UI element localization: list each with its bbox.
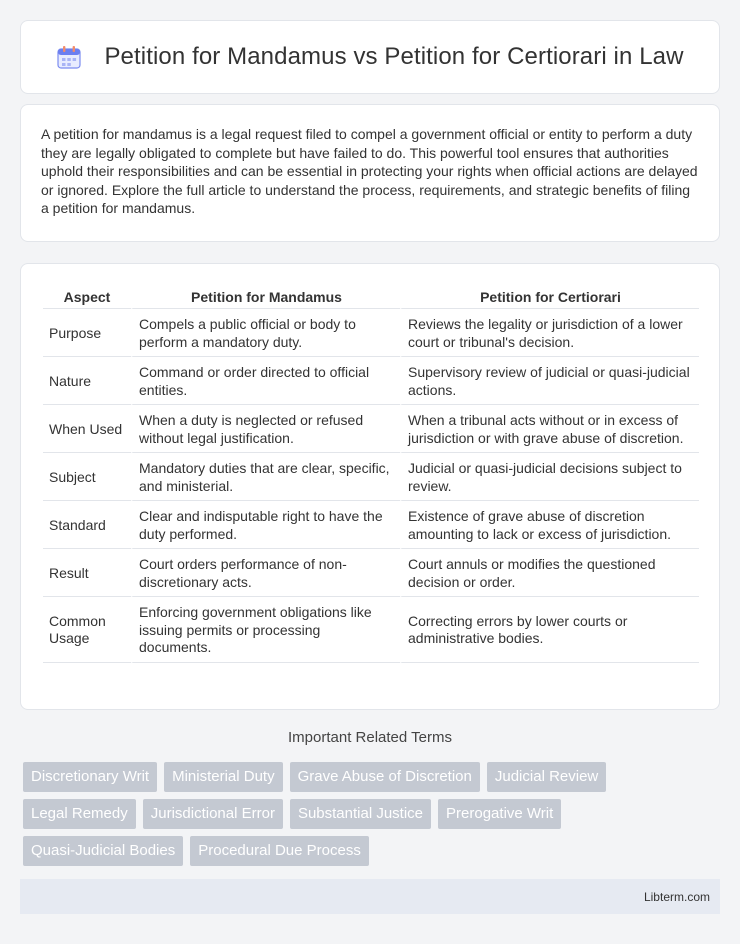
related-term-tag[interactable]: Jurisdictional Error	[143, 799, 283, 829]
row-aspect: Standard	[43, 501, 131, 549]
table-row	[43, 597, 699, 663]
page-title: Petition for Mandamus vs Petition for Certiorari in Law	[104, 43, 684, 70]
header-aspect: Aspect	[43, 284, 131, 309]
comparison-table-card	[20, 263, 720, 710]
header-mandamus: Petition for Mandamus	[131, 284, 400, 309]
related-term-tag[interactable]: Prerogative Writ	[438, 799, 561, 829]
related-term-tag[interactable]: Procedural Due Process	[190, 836, 369, 866]
related-terms-title: Important Related Terms	[288, 729, 452, 746]
row-mandamus: Clear and indisputable right to have the duty performed.	[131, 501, 400, 549]
table-row	[43, 501, 699, 549]
related-term-tag[interactable]: Discretionary Writ	[23, 762, 157, 792]
row-aspect: Subject	[43, 453, 131, 501]
intro-card	[20, 104, 720, 242]
row-mandamus: Compels a public official or body to perform a mandatory duty.	[131, 309, 400, 357]
row-aspect: Purpose	[43, 309, 131, 357]
row-mandamus: Enforcing government obligations like issuing permits or processing documents.	[131, 597, 400, 663]
row-aspect: When Used	[43, 405, 131, 453]
row-certiorari: Existence of grave abuse of discretion amounting to lack or excess of jurisdiction.	[400, 501, 699, 549]
row-certiorari: Court annuls or modifies the questioned decision or order.	[400, 549, 699, 597]
row-certiorari: Judicial or quasi-judicial decisions subject to review.	[400, 453, 699, 501]
table-row	[43, 357, 699, 405]
table-row	[43, 453, 699, 501]
row-certiorari: When a tribunal acts without or in excess of jurisdiction or with grave abuse of discretion.	[400, 405, 699, 453]
row-aspect: Common Usage	[43, 597, 131, 663]
related-term-tag[interactable]: Quasi-Judicial Bodies	[23, 836, 183, 866]
row-mandamus: Court orders performance of non-discretionary acts.	[131, 549, 400, 597]
row-certiorari: Reviews the legality or jurisdiction of a lower court or tribunal's decision.	[400, 309, 699, 357]
footer-site-link[interactable]: Libterm.com	[643, 889, 710, 904]
row-certiorari: Correcting errors by lower courts or administrative bodies.	[400, 597, 699, 663]
header-certiorari: Petition for Certiorari	[400, 284, 699, 309]
row-aspect: Result	[43, 549, 131, 597]
table-header-row	[43, 284, 699, 309]
row-aspect: Nature	[43, 357, 131, 405]
footer	[20, 879, 720, 914]
related-term-tag[interactable]: Substantial Justice	[290, 799, 431, 829]
table-row	[43, 309, 699, 357]
row-mandamus: When a duty is neglected or refused without legal justification.	[131, 405, 400, 453]
row-mandamus: Command or order directed to official entities.	[131, 357, 400, 405]
header-card	[20, 20, 720, 94]
related-term-tag[interactable]: Ministerial Duty	[164, 762, 283, 792]
row-certiorari: Supervisory review of judicial or quasi-judicial actions.	[400, 357, 699, 405]
related-terms-list	[23, 762, 723, 873]
row-mandamus: Mandatory duties that are clear, specific, and ministerial.	[131, 453, 400, 501]
table-row	[43, 405, 699, 453]
related-term-tag[interactable]: Judicial Review	[487, 762, 606, 792]
calendar-icon	[56, 44, 82, 70]
comparison-table	[43, 284, 699, 663]
related-term-tag[interactable]: Legal Remedy	[23, 799, 136, 829]
table-row	[43, 549, 699, 597]
related-term-tag[interactable]: Grave Abuse of Discretion	[290, 762, 480, 792]
intro-text: A petition for mandamus is a legal request filed to compel a government official or entity to perform a duty they are legally obligated to complete but have failed to do. This powerful tool ensures that authorities uphold their responsibilities and can be essential in protecting your rights when official actions are delayed or ignored. Explore the full article to understand the process, requirements, and strategic benefits of filing a petition for mandamus.	[41, 126, 698, 217]
